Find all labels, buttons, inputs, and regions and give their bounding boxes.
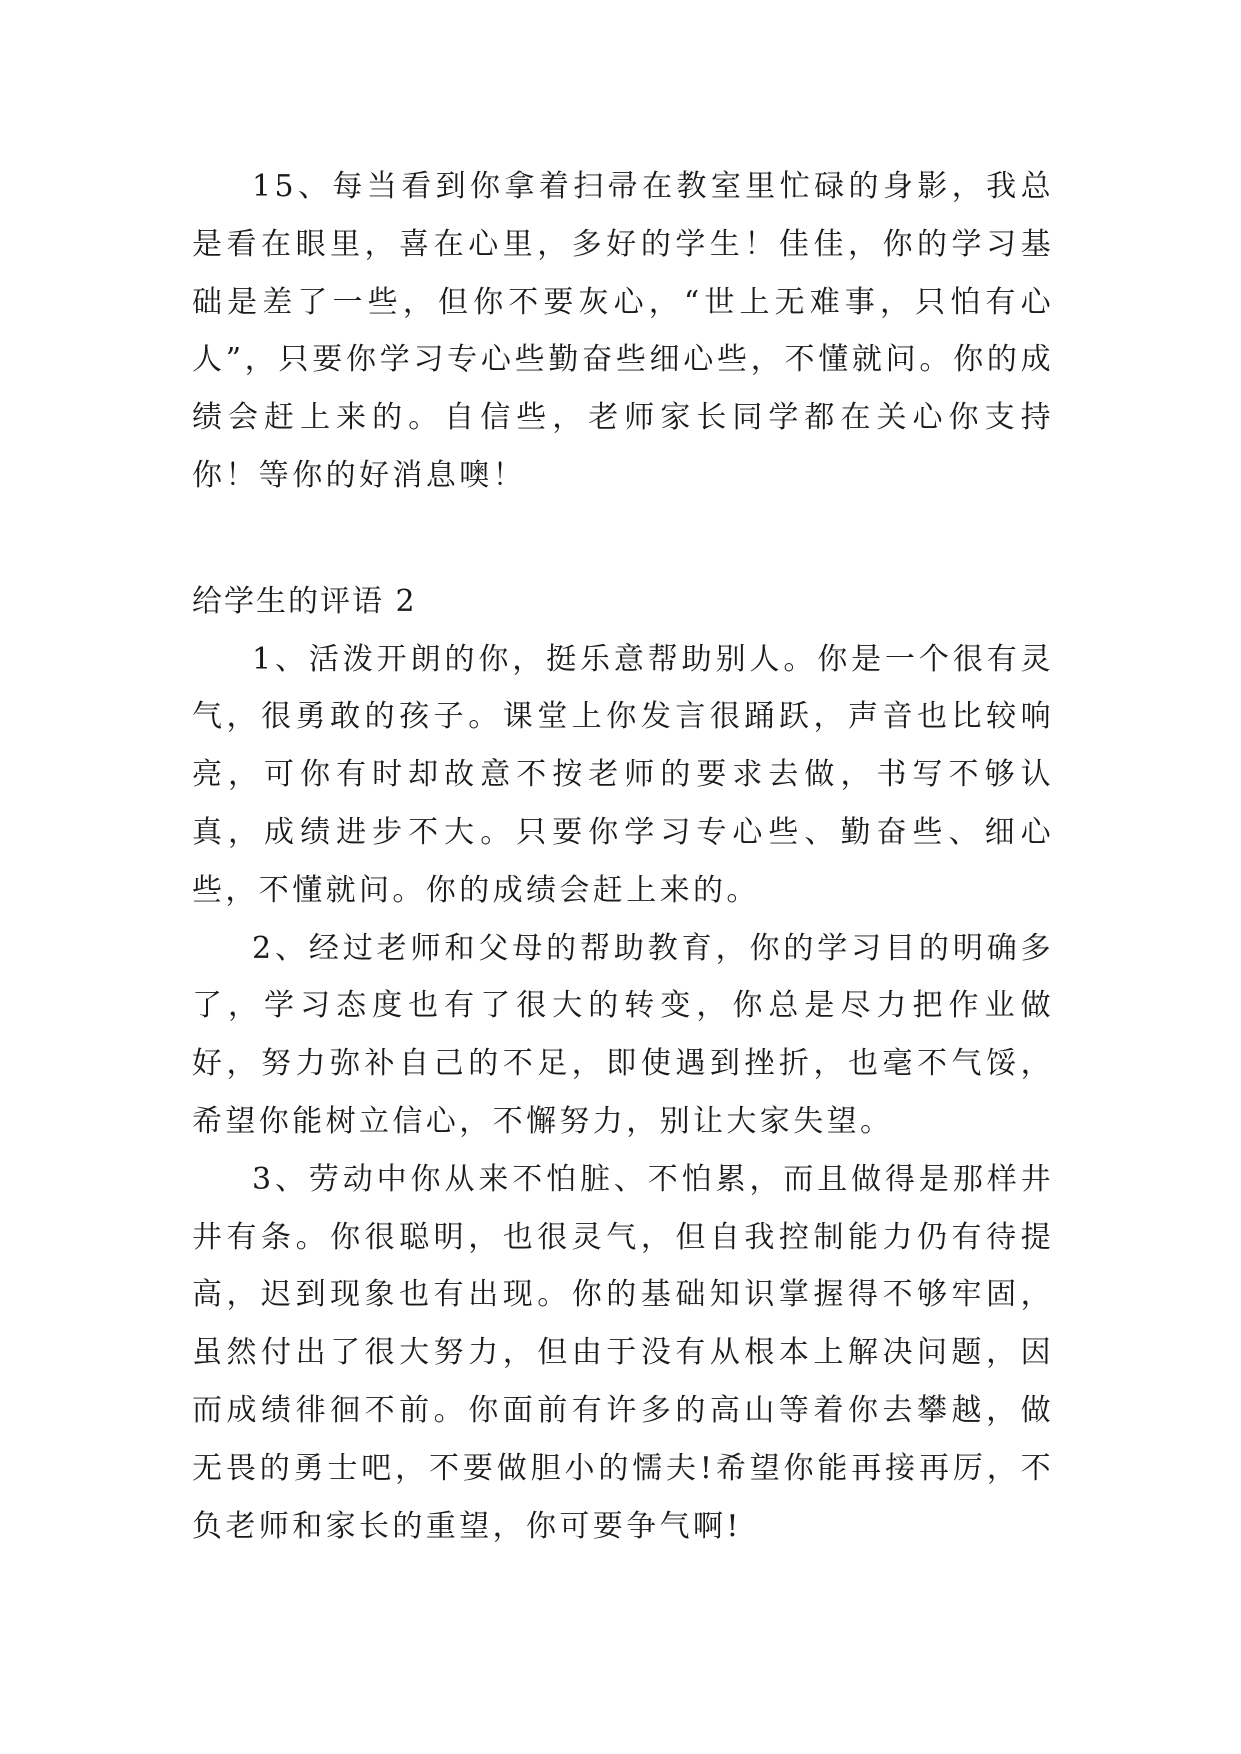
section-title: 给学生的评语 2 — [192, 583, 417, 619]
comment-paragraph-2: 2、经过老师和父母的帮助教育，你的学习目的明确多了，学习态度也有了很大的转变，你总是尽力把作业做好，努力弥补自己的不足，即使遇到挫折，也毫不气馁，希望你能树立信心，不懈努力，别让大家失望。 — [192, 930, 1054, 1139]
document-body — [192, 158, 1054, 1555]
comment-paragraph-3: 3、劳动中你从来不怕脏、不怕累，而且做得是那样井井有条。你很聪明，也很灵气，但自我控制能力仍有待提高，迟到现象也有出现。你的基础知识掌握得不够牢固，虽然付出了很大努力，但由于没有从根本上解决问题，因而成绩徘徊不前。你面前有许多的高山等着你去攀越，做无畏的勇士吧，不要做胆小的懦夫!希望你能再接再厉，不负老师和家长的重望，你可要争气啊! — [192, 1161, 1054, 1544]
comment-paragraph-1: 1、活泼开朗的你，挺乐意帮助别人。你是一个很有灵气，很勇敢的孩子。课堂上你发言很踊跃，声音也比较响亮，可你有时却故意不按老师的要求去做，书写不够认真，成绩进步不大。只要你学习专心些、勤奋些、细心些，不懂就问。你的成绩会赶上来的。 — [192, 641, 1054, 908]
comment-paragraph-15: 15、每当看到你拿着扫帚在教室里忙碌的身影，我总是看在眼里，喜在心里，多好的学生！佳佳，你的学习基础是差了一些，但你不要灰心，“世上无难事，只怕有心人”，只要你学习专心些勤奋些细心些，不懂就问。你的成绩会赶上来的。自信些，老师家长同学都在关心你支持你！等你的好消息噢！ — [192, 169, 1054, 493]
